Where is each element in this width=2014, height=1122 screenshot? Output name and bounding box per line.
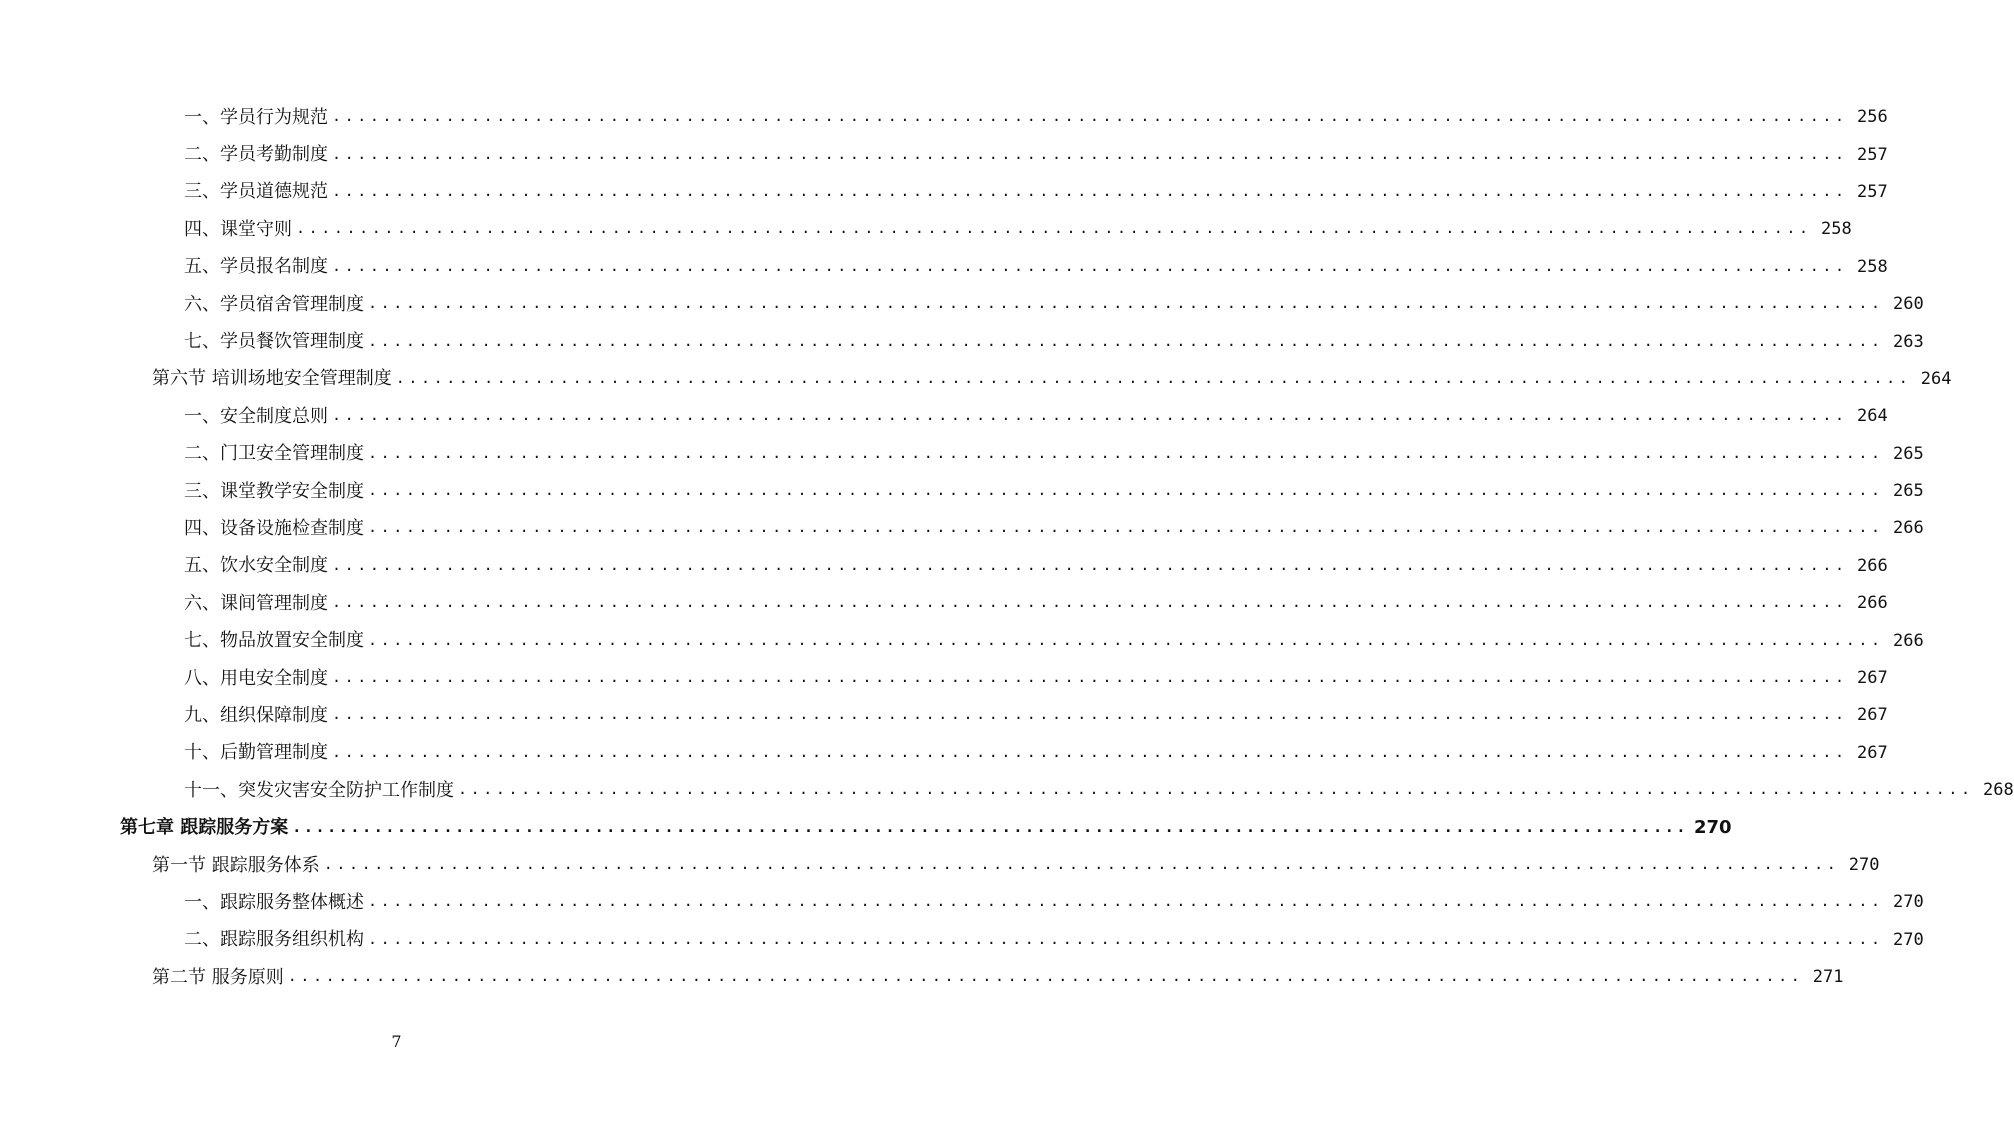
toc-dot-leader: ........................................................................................................................ <box>332 593 1848 612</box>
toc-entry-title: 第七章 跟踪服务方案 <box>120 817 289 839</box>
toc-entry-title: 一、学员行为规范 <box>184 106 328 128</box>
toc-entry-title: 十、后勤管理制度 <box>184 742 328 764</box>
toc-entry[interactable] <box>0 361 1952 398</box>
toc-entry-page: 258 <box>1820 219 1852 240</box>
toc-entry-title: 六、课间管理制度 <box>184 592 328 614</box>
toc-entry-page: 258 <box>1856 256 1888 277</box>
toc-dot-leader: ........................................................................................................................ <box>332 705 1848 724</box>
toc-entry[interactable] <box>0 99 1888 136</box>
toc-entry[interactable] <box>0 323 1924 360</box>
toc-dot-leader: ........................................................................................................................ <box>368 443 1884 462</box>
toc-entry[interactable] <box>0 249 1888 286</box>
toc-entry-page: 270 <box>1693 817 1732 839</box>
toc-entry-page: 263 <box>1892 331 1924 352</box>
toc-entry-title: 四、课堂守则 <box>184 218 292 240</box>
toc-entry-title: 七、物品放置安全制度 <box>184 630 364 652</box>
toc-entry-title: 四、设备设施检查制度 <box>184 517 364 539</box>
toc-dot-leader: ........................................................................................................................ <box>332 181 1848 200</box>
toc-entry[interactable] <box>0 959 1844 996</box>
toc-entry[interactable] <box>0 735 1888 772</box>
toc-entry-title: 二、跟踪服务组织机构 <box>184 929 364 951</box>
toc-entry[interactable] <box>0 697 1888 734</box>
toc-entry-page: 266 <box>1856 555 1888 576</box>
toc-dot-leader: ........................................................................................................................ <box>332 555 1848 574</box>
toc-entry-page: 265 <box>1892 481 1924 502</box>
toc-entry[interactable] <box>0 473 1924 510</box>
toc-entry[interactable] <box>0 211 1852 248</box>
toc-entry-title: 一、安全制度总则 <box>184 405 328 427</box>
toc-dot-leader: ........................................................................................................................ <box>332 107 1848 126</box>
toc-dot-leader: ........................................................................................................................ <box>458 780 1974 799</box>
toc-dot-leader: ........................................................................................................................ <box>368 518 1884 537</box>
toc-entry[interactable] <box>0 510 1924 547</box>
page-number: 7 <box>391 1032 402 1051</box>
toc-entry[interactable] <box>0 772 2014 809</box>
toc-entry-title: 一、跟踪服务整体概述 <box>184 891 364 913</box>
toc-dot-leader: ........................................................................................................................ <box>368 331 1884 350</box>
toc-dot-leader: ........................................................................................................................ <box>395 368 1912 387</box>
toc-dot-leader: ........................................................................................................................ <box>292 817 1688 836</box>
toc-entry[interactable] <box>0 922 1924 959</box>
toc-entry[interactable] <box>0 809 1732 846</box>
toc-entry-title: 五、饮水安全制度 <box>184 555 328 577</box>
toc-dot-leader: ........................................................................................................................ <box>332 406 1848 425</box>
toc-entry-title: 二、门卫安全管理制度 <box>184 443 364 465</box>
table-of-contents <box>0 99 2014 996</box>
toc-entry-page: 264 <box>1856 406 1888 427</box>
toc-entry-title: 第二节 服务原则 <box>152 966 284 988</box>
toc-entry-page: 257 <box>1856 144 1888 165</box>
toc-entry-page: 267 <box>1856 742 1888 763</box>
toc-entry-page: 265 <box>1892 443 1924 464</box>
toc-entry[interactable] <box>0 174 1888 211</box>
toc-entry-page: 264 <box>1920 368 1952 389</box>
toc-entry-page: 270 <box>1892 929 1924 950</box>
toc-entry-title: 三、学员道德规范 <box>184 181 328 203</box>
toc-entry[interactable] <box>0 286 1924 323</box>
toc-entry-page: 271 <box>1812 967 1844 988</box>
toc-entry[interactable] <box>0 398 1888 435</box>
toc-entry-title: 七、学员餐饮管理制度 <box>184 331 364 353</box>
toc-entry-title: 八、用电安全制度 <box>184 667 328 689</box>
toc-entry-title: 六、学员宿舍管理制度 <box>184 293 364 315</box>
toc-dot-leader: ........................................................................................................................ <box>296 219 1812 238</box>
toc-entry-page: 270 <box>1892 892 1924 913</box>
toc-entry[interactable] <box>0 622 1924 659</box>
toc-entry[interactable] <box>0 436 1924 473</box>
toc-dot-leader: ........................................................................................................................ <box>368 929 1884 948</box>
toc-dot-leader: ........................................................................................................................ <box>323 855 1840 873</box>
toc-entry-title: 十一、突发灾害安全防护工作制度 <box>184 779 454 801</box>
toc-entry[interactable] <box>0 548 1888 585</box>
toc-dot-leader: ........................................................................................................................ <box>368 481 1884 500</box>
toc-entry-page: 266 <box>1892 630 1924 651</box>
toc-dot-leader: ........................................................................................................................ <box>368 294 1884 313</box>
toc-entry-page: 257 <box>1856 181 1888 202</box>
toc-dot-leader: ........................................................................................................................ <box>332 256 1848 275</box>
toc-entry-page: 268 <box>1982 780 2014 801</box>
toc-entry[interactable] <box>0 585 1888 622</box>
toc-entry-page: 267 <box>1856 705 1888 726</box>
toc-entry-page: 267 <box>1856 668 1888 689</box>
toc-entry-title: 九、组织保障制度 <box>184 704 328 726</box>
toc-entry-title: 第六节 培训场地安全管理制度 <box>152 368 392 390</box>
toc-entry[interactable] <box>0 884 1924 921</box>
toc-dot-leader: ........................................................................................................................ <box>332 742 1848 761</box>
toc-entry-page: 260 <box>1892 294 1924 315</box>
toc-entry-page: 270 <box>1848 855 1880 875</box>
toc-entry-page: 256 <box>1856 107 1888 128</box>
toc-entry[interactable] <box>0 136 1888 173</box>
toc-entry[interactable] <box>0 847 1880 884</box>
toc-entry-page: 266 <box>1892 518 1924 539</box>
toc-entry-title: 五、学员报名制度 <box>184 256 328 278</box>
toc-entry-title: 二、学员考勤制度 <box>184 144 328 166</box>
toc-dot-leader: ........................................................................................................................ <box>332 668 1848 687</box>
toc-entry-title: 三、课堂教学安全制度 <box>184 480 364 502</box>
toc-dot-leader: ........................................................................................................................ <box>332 144 1848 163</box>
toc-entry-title: 第一节 跟踪服务体系 <box>152 854 320 876</box>
toc-dot-leader: ........................................................................................................................ <box>287 967 1804 986</box>
toc-dot-leader: ........................................................................................................................ <box>368 892 1884 911</box>
toc-dot-leader: ........................................................................................................................ <box>368 630 1884 649</box>
toc-entry-page: 266 <box>1856 593 1888 614</box>
toc-entry[interactable] <box>0 660 1888 697</box>
